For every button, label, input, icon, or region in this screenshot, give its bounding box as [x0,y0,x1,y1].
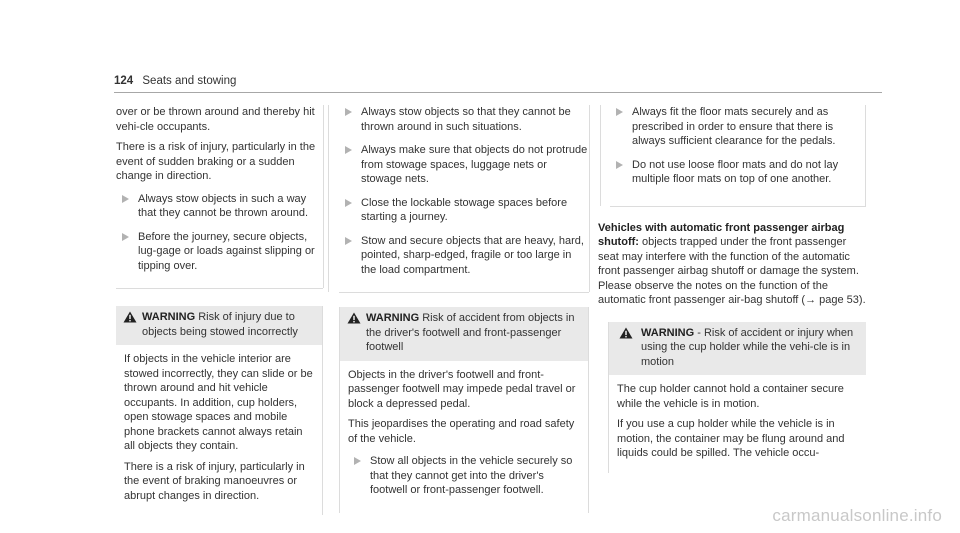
list-item: Close the lockable stowage spaces before starting a journey. [339,196,589,225]
paragraph: There is a risk of injury, particularly in the event of sudden braking or a sudden change in direction. [116,141,316,182]
continuation-box [339,105,589,293]
bullet-list [339,105,589,277]
list-item: Do not use loose floor mats and do not lay multiple floor mats on top of one another. [610,158,866,187]
list-item: Always stow objects in such a way that they cannot be thrown around. [116,192,323,221]
column-3 [598,105,866,473]
list-item: Always stow objects so that they cannot be thrown around in such situations. [339,105,589,134]
bullet-arrow-icon [616,108,623,116]
section-title: Seats and stowing [142,75,237,87]
bullet-arrow-icon [122,195,129,203]
box-border [328,105,329,292]
page-reference-link[interactable]: page 53 [819,294,859,306]
warning-box [116,306,323,515]
header-rule [114,92,882,93]
warning-box [339,307,589,513]
page-header [114,75,236,87]
warning-label: WARNING [641,326,695,339]
bullet-list [610,105,866,187]
warning-triangle-icon [619,327,633,339]
bullet-list [348,454,580,498]
paragraph: Objects in the driver's footwell and front-passenger footwell may impede pedal travel or block a depressed pedal. [348,368,576,410]
bullet-arrow-icon [345,146,352,154]
bullet-arrow-icon [345,199,352,207]
warning-title: Risk of injury due to objects being stowed incorrectly [142,311,298,338]
watermark: carmanualsonline.info [772,506,942,525]
box-border [589,105,590,292]
section-heading: Vehicles with automatic front passenger airbag shutoff: [598,221,845,248]
box-border [323,105,324,288]
warning-triangle-icon [347,312,361,324]
warning-body [116,345,322,515]
bullet-arrow-icon [345,108,352,116]
warning-body [340,361,588,513]
arrow-right-icon: → [805,294,817,306]
box-border [600,105,601,206]
bullet-arrow-icon [354,457,361,465]
list-item: Always fit the floor mats securely and as prescribed in order to ensure that there is always sufficient clearance for the pedals. [610,105,866,149]
list-item: Stow all objects in the vehicle securely so that they cannot get into the driver's footwell or front-passenger footwell. [348,454,580,498]
warning-box [608,322,866,473]
warning-body [609,375,866,473]
page-number: 124 [114,75,134,87]
paragraph: over or be thrown around and thereby hit vehi-cle occupants. [116,106,315,133]
bullet-arrow-icon [122,233,129,241]
column-1 [116,105,323,515]
bullet-arrow-icon [616,161,623,169]
warning-header [116,306,322,345]
airbag-shutoff-section: Vehicles with automatic front passenger airbag shutoff: objects trapped under the front passenger seat may interfere with the function of the automatic front passenger airbag shutoff or damage the system. Please observe the notes on the function of the automatic front passenger air-bag shutoff (→ page 53). [598,221,866,306]
warning-header [340,307,588,361]
warning-triangle-icon [123,311,137,323]
list-item: Stow and secure objects that are heavy, hard, pointed, sharp-edged, fragile or too large in the load compartment. [339,234,589,278]
warning-header [609,322,866,376]
list-item: Always make sure that objects do not protrude from stowage spaces, luggage nets or stowage nets. [339,143,589,187]
paragraph: If objects in the vehicle interior are stowed incorrectly, they can slide or be thrown around and hit vehicle occupants. In addition, cup holders, open stowage spaces and mobile phone brackets cannot always retain all objects they contain. [124,353,313,452]
warning-title: Risk of accident from objects in the driver's footwell and front-passenger footwell [366,312,575,353]
paragraph: The cup holder cannot hold a container secure while the vehicle is in motion. [617,383,844,410]
list-item: Before the journey, secure objects, lug-gage or loads against slipping or tipping over. [116,230,323,274]
continuation-box [610,105,866,207]
warning-label: WARNING [142,311,196,323]
paragraph: There is a risk of injury, particularly in the event of braking manoeuvres or abrupt changes in direction. [124,460,305,502]
continuation-box [116,105,323,289]
paragraph: This jeopardises the operating and road safety of the vehicle. [348,418,575,445]
bullet-list [116,192,323,274]
column-2 [339,105,589,513]
bullet-arrow-icon [345,237,352,245]
paragraph: If you use a cup holder while the vehicle is in motion, the container may be flung around and liquids could be spilled. The vehicle occu- [617,418,845,459]
warning-label: WARNING [366,312,420,324]
warning-title: - Risk of accident or injury when using the cup holder while the vehi-cle is in motion [641,326,854,368]
